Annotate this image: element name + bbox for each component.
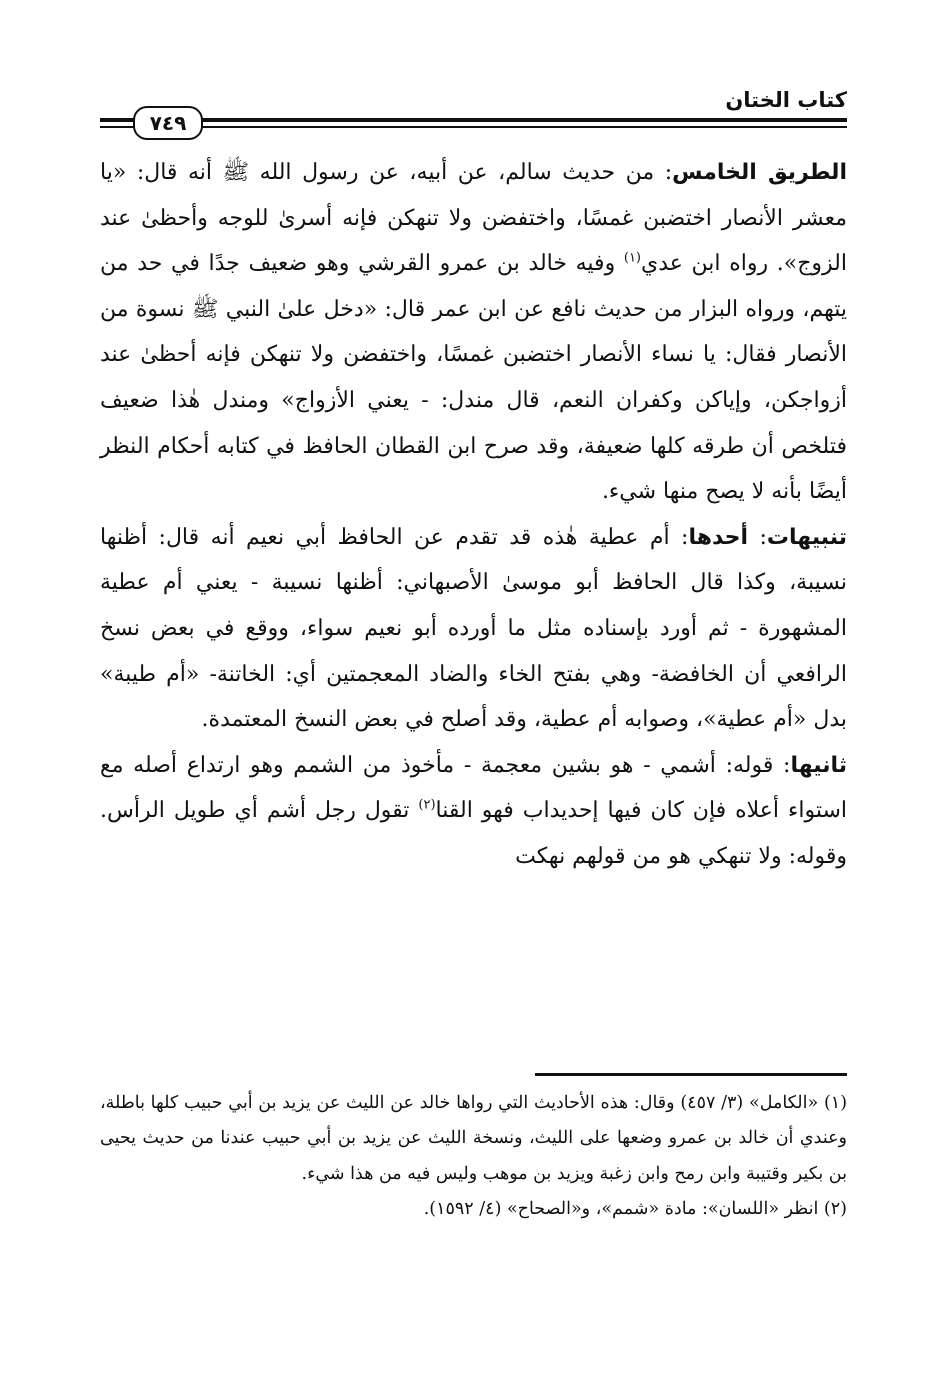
paragraph-fifth-route <box>100 150 847 515</box>
paragraph-text: : من حديث سالم، عن أبيه، عن رسول الله ﷺ أنه قال: «يا معشر الأنصار اختضبن غمسًا، واختفضن ولا تنهكن فإنه أسرىٰ للوجه وأحظىٰ عند الزوج». رواه ابن عدي <box>100 160 847 277</box>
footnotes <box>100 1086 847 1227</box>
paragraph-text: : قوله: أشمي - هو بشين معجمة - مأخوذ من الشمم وهو ارتداع أصله مع استواء أعلاه فإن كان فيها إحديداب فهو القنا <box>100 752 848 824</box>
paragraph-notes-second <box>100 743 847 880</box>
main-text <box>100 150 847 880</box>
section-label: ثانيها <box>790 752 847 778</box>
section-label: تنبيهات <box>766 524 848 550</box>
paragraph-notes-first: تنبيهات: أحدها: أم عطية هٰذه قد تقدم عن الحافظ أبي نعيم أنه قال: أظنها نسيبة، وكذا قال الحافظ أبو موسىٰ الأصبهاني: أظنها نسيبة - يعني أم عطية المشهورة - ثم أورد بإسناده مثل ما أورده أبو نعيم سواء، ووقع في بعض نسخ الرافعي أن الخافضة- وهي بفتح الخاء والضاد المعجمتين أي: الخاتنة- «أم طيبة» بدل «أم عطية»، وصوابه أم عطية، وقد أصلح في بعض النسخ المعتمدة. <box>100 524 848 733</box>
section-sublabel: أحدها <box>688 524 749 550</box>
footnote-separator <box>535 1073 847 1076</box>
header-rule-thin <box>100 126 847 128</box>
page-header <box>100 88 847 140</box>
footnote-ref-2: (٢) <box>418 797 436 813</box>
book-title: كتاب الختان <box>725 88 847 112</box>
footnote-2: (٢) انظر «اللسان»: مادة «شمم»، و«الصحاح» (٤/ ١٥٩٢). <box>423 1198 847 1219</box>
footnote-1: (١) «الكامل» (٣/ ٤٥٧) وقال: هذه الأحاديث التي رواها خالد عن الليث عن يزيد بن أبي حبيب كلها باطلة، وعندي أن خالد بن عمرو وضعها على الليث، ونسخة الليث عن يزيد بن أبي حبيب عندنا من حديث يحيى بن بكير وقتيبة وابن رمح وابن زغبة ويزيد بن موهب وليس فيه من هذا شيء. <box>100 1093 848 1184</box>
paragraph-text: وفيه خالد بن عمرو القرشي وهو ضعيف جدًا في حد من يتهم، ورواه البزار من حديث نافع عن ابن عمر قال: «دخل علىٰ النبي ﷺ نسوة من الأنصار فقال: يا نساء الأنصار اختضبن غمسًا، واختفضن ولا تنهكن فإنه أحظىٰ عند أزواجكن، وإياكن وكفران النعم، قال مندل: - يعني الأزواج» ومندل هٰذا ضعيف فتلخص أن طرقه كلها ضعيفة، وقد صرح ابن القطان الحافظ في كتابه أحكام النظر أيضًا بأنه لا يصح منها شيء. <box>100 251 847 505</box>
paragraph-text: : أم عطية هٰذه قد تقدم عن الحافظ أبي نعيم أنه قال: أظنها نسيبة، وكذا قال الحافظ أبو موسىٰ الأصبهاني: أظنها نسيبة - يعني أم عطية المشهورة - ثم أورد بإسناده مثل ما أورده أبو نعيم سواء، ووقع في بعض نسخ الرافعي أن الخافضة- وهي بفتح الخاء والضاد المعجمتين أي: الخاتنة- «أم طيبة» بدل «أم عطية»، وصوابه أم عطية، وقد أصلح في بعض النسخ المعتمدة. <box>100 524 847 733</box>
page-number: ٧٤٩ <box>133 106 203 140</box>
paragraph-text: تقول رجل أشم أي طويل الرأس. وقوله: ولا تنهكي هو من قولهم نهكت <box>100 798 847 869</box>
footnote-ref-1: (١) <box>623 250 641 266</box>
header-rule-thick <box>100 118 847 122</box>
section-label: الطريق الخامس <box>672 160 847 185</box>
